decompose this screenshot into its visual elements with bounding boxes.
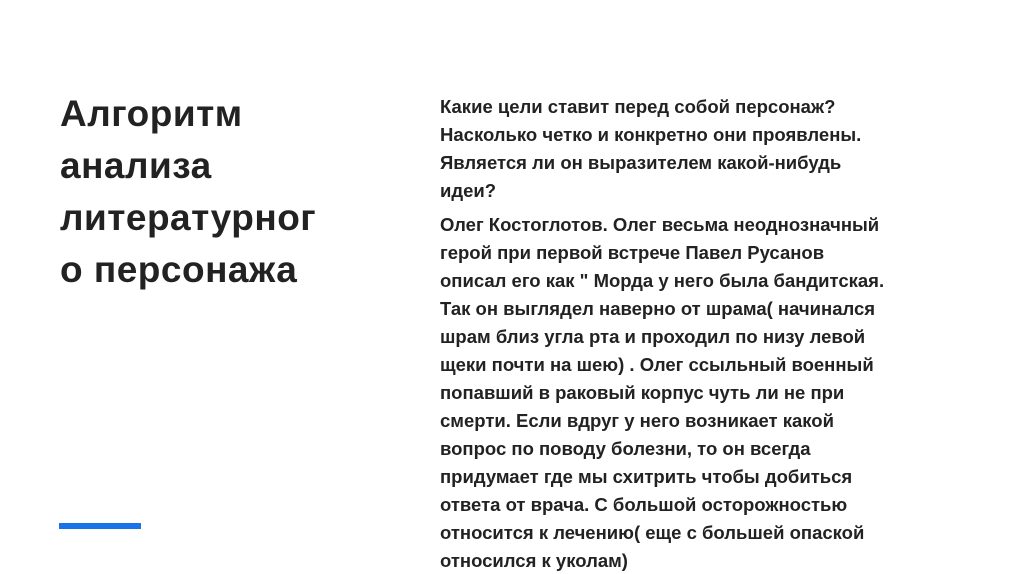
- body-paragraph-character-analysis: Олег Костоглотов. Олег весьма неоднозначный герой при первой встрече Павел Русанов описал его как " Морда у него была бандитская. Так он выглядел наверно от шрама( начинался шрам близ угла рта и проходил по низу левой щеки почти на шею) . Олег ссыльный военный попавший в раковый корпус чуть ли не при смерти. Если вдруг у него возникает какой вопрос по поводу болезни, то он всегда придумает где мы схитрить чтобы добиться ответа от врача. С большой осторожностью относится к лечению( еще с большей опаской относился к уколам): [440, 214, 885, 571]
- slide-title: Алгоритм анализа литературног о персонажа: [60, 93, 317, 290]
- title-accent-bar: [59, 523, 141, 529]
- slide-body: [440, 93, 980, 574]
- body-paragraph-questions: Какие цели ставит перед собой персонаж? Насколько четко и конкретно они проявлены. Является ли он выразителем какой-нибудь идеи?: [440, 96, 862, 201]
